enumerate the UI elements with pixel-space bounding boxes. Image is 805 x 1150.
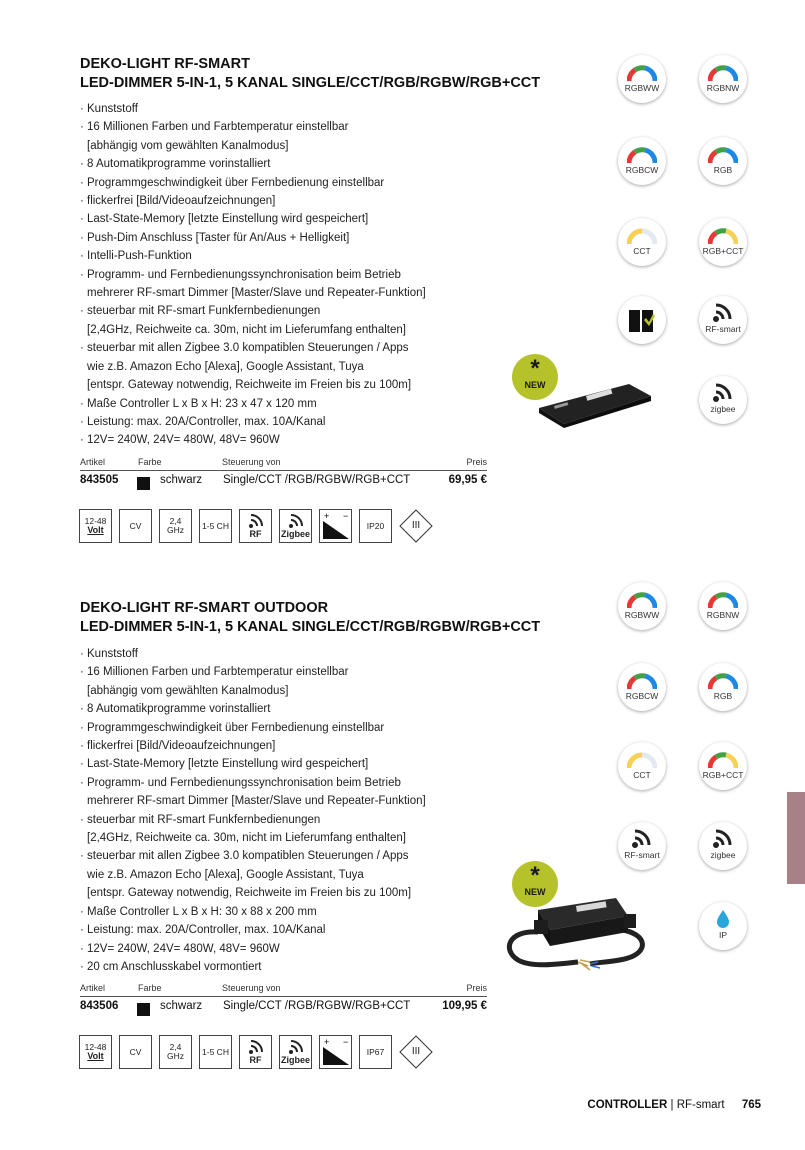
ip-label: IP67 <box>366 1046 385 1057</box>
feature-item: · 8 Automatikprogramme vorinstalliert <box>80 155 426 173</box>
cv-label: CV <box>129 1046 142 1057</box>
feature-item: · Last-State-Memory [letzte Einstellung wird gespeichert] <box>80 755 426 773</box>
protection-class-icon <box>399 1035 433 1069</box>
svg-text:+: + <box>323 511 329 521</box>
feature-item: · Maße Controller L x B x H: 30 x 88 x 200 mm <box>80 903 426 921</box>
frequency-value: 2,4 <box>169 516 182 526</box>
star-icon: * <box>530 355 540 382</box>
cell-steuerung: Single/CCT /RGB/RGBW/RGB+CCT <box>223 1000 411 1012</box>
badge-rgb <box>699 663 747 711</box>
zigbee-label: Zigbee <box>280 1054 310 1065</box>
star-icon: * <box>530 862 540 889</box>
ip-rating-icon <box>359 1035 392 1069</box>
rf-icon <box>239 509 272 543</box>
protection-class-icon <box>399 509 433 543</box>
voltage-range: 12-48 <box>84 516 107 526</box>
cell-farbe: schwarz <box>160 1000 203 1012</box>
badge-rf-smart <box>618 822 666 870</box>
badge-ip <box>699 902 747 950</box>
ip-label: IP20 <box>366 520 385 531</box>
table-row <box>80 474 487 492</box>
channel-icon <box>199 1035 232 1069</box>
cv-icon <box>119 509 152 543</box>
new-label: NEW <box>524 380 546 390</box>
cell-preis: 109,95 € <box>442 1000 487 1012</box>
col-artikel: Artikel <box>80 457 106 467</box>
badge-label: RGB <box>713 165 733 175</box>
feature-list-2 <box>80 645 426 976</box>
feature-item: · 16 Millionen Farben und Farbtemperatur einstellbar [abhängig vom gewählten Kanalmodus] <box>80 663 426 700</box>
footer-category: CONTROLLER <box>587 1099 668 1111</box>
title-line-1: DEKO-LIGHT RF-SMART OUTDOOR <box>80 600 329 616</box>
product-title-1 <box>80 55 540 93</box>
frequency-icon <box>159 509 192 543</box>
col-steuerung: Steuerung von <box>222 457 281 467</box>
badge-cct <box>618 218 666 266</box>
badge-label: RGB <box>713 691 733 701</box>
product-title-2 <box>80 599 540 637</box>
new-label: NEW <box>524 887 546 897</box>
col-farbe: Farbe <box>138 983 162 993</box>
feature-item: · 12V= 240W, 24V= 480W, 48V= 960W <box>80 431 426 449</box>
svg-text:−: − <box>342 1037 348 1047</box>
voltage-label: Volt <box>87 1051 104 1061</box>
badge-rgbnw <box>699 55 747 103</box>
badge-label: zigbee <box>710 404 736 414</box>
feature-item: · 16 Millionen Farben und Farbtemperatur einstellbar [abhängig vom gewählten Kanalmodus] <box>80 118 426 155</box>
badge-rgbww <box>618 582 666 630</box>
product-image-2 <box>498 890 658 972</box>
cell-farbe: schwarz <box>160 474 203 486</box>
feature-item: · flickerfrei [Bild/Videoaufzeichnungen] <box>80 737 426 755</box>
footer-separator: | <box>670 1099 674 1111</box>
class-label: III <box>411 1046 421 1057</box>
badge-label: RGBCW <box>625 691 659 701</box>
frequency-value: 2,4 <box>169 1042 182 1052</box>
feature-item: · steuerbar mit allen Zigbee 3.0 kompatiblen Steuerungen / Apps wie z.B. Amazon Echo [Alexa], Google Assistant, Tuya [entspr. Gateway notwendig, Reichweite im Freien bis zu 100m] <box>80 847 426 902</box>
col-preis: Preis <box>466 983 487 993</box>
feature-item: · Maße Controller L x B x H: 23 x 47 x 120 mm <box>80 395 426 413</box>
badge-zigbee <box>699 376 747 424</box>
col-preis: Preis <box>466 457 487 467</box>
svg-text:−: − <box>342 511 348 521</box>
badge-label: RGBNW <box>706 610 740 620</box>
class-label: III <box>411 520 421 531</box>
col-farbe: Farbe <box>138 457 162 467</box>
color-swatch <box>137 477 150 490</box>
voltage-range: 12-48 <box>84 1042 107 1052</box>
feature-item: · Last-State-Memory [letzte Einstellung wird gespeichert] <box>80 210 426 228</box>
title-line-2: LED-DIMMER 5-IN-1, 5 KANAL SINGLE/CCT/RGB/RGBW/RGB+CCT <box>80 619 541 635</box>
frequency-unit: GHz <box>167 525 184 535</box>
rf-label: RF <box>249 528 262 539</box>
feature-item: · Programmgeschwindigkeit über Fernbedienung einstellbar <box>80 174 426 192</box>
frequency-icon <box>159 1035 192 1069</box>
badge-rgbcw <box>618 137 666 185</box>
voltage-icon <box>79 509 112 543</box>
zigbee-label: Zigbee <box>280 528 310 539</box>
badge-rgbnw <box>699 582 747 630</box>
badge-label: RGB+CCT <box>702 246 744 256</box>
table-divider <box>80 470 487 471</box>
feature-item: · 8 Automatikprogramme vorinstalliert <box>80 700 426 718</box>
pushdim-icon <box>618 296 666 344</box>
feature-item: · 20 cm Anschlusskabel vormontiert <box>80 958 426 976</box>
cell-preis: 69,95 € <box>448 474 487 486</box>
frequency-unit: GHz <box>167 1051 184 1061</box>
table-header-1 <box>80 457 487 471</box>
badge-label: RGBWW <box>624 610 660 620</box>
table-divider <box>80 996 487 997</box>
feature-item: · Kunststoff <box>80 645 426 663</box>
channel-icon <box>199 509 232 543</box>
badge-cct <box>618 742 666 790</box>
rf-label: RF <box>249 1054 262 1065</box>
feature-item: · Kunststoff <box>80 100 426 118</box>
feature-item: · steuerbar mit RF-smart Funkfernbedienungen [2,4GHz, Reichweite ca. 30m, nicht im Lieferumfang enthalten] <box>80 302 426 339</box>
badge-rf-smart <box>699 296 747 344</box>
badge-label: IP <box>718 930 728 940</box>
table-header-2 <box>80 983 487 997</box>
title-line-1: DEKO-LIGHT RF-SMART <box>80 56 250 72</box>
feature-item: · Push-Dim Anschluss [Taster für An/Aus + Helligkeit] <box>80 229 426 247</box>
cell-artikel: 843506 <box>80 1000 119 1012</box>
cell-artikel: 843505 <box>80 474 119 486</box>
badge-rgbww <box>618 55 666 103</box>
feature-item: · Programmgeschwindigkeit über Fernbedienung einstellbar <box>80 719 426 737</box>
rf-icon <box>239 1035 272 1069</box>
dimmable-icon <box>319 1035 352 1069</box>
cv-label: CV <box>129 520 142 531</box>
feature-item: · flickerfrei [Bild/Videoaufzeichnungen] <box>80 192 426 210</box>
feature-list-1 <box>80 100 426 450</box>
badge-rgbcw <box>618 663 666 711</box>
table-row <box>80 1000 487 1018</box>
feature-item: · Leistung: max. 20A/Controller, max. 10A/Kanal <box>80 921 426 939</box>
badge-label: RGBNW <box>706 83 740 93</box>
footer-subcategory: RF-smart <box>676 1099 725 1111</box>
color-swatch <box>137 1003 150 1016</box>
feature-item: · Leistung: max. 20A/Controller, max. 10A/Kanal <box>80 413 426 431</box>
channel-label: 1-5 CH <box>202 1046 229 1057</box>
page-number: 765 <box>741 1099 761 1111</box>
feature-item: · Programm- und Fernbedienungssynchronisation beim Betrieb mehrerer RF-smart Dimmer [Master/Slave und Repeater-Funktion] <box>80 774 426 811</box>
cell-steuerung: Single/CCT /RGB/RGBW/RGB+CCT <box>223 474 411 486</box>
feature-item: · Programm- und Fernbedienungssynchronisation beim Betrieb mehrerer RF-smart Dimmer [Master/Slave und Repeater-Funktion] <box>80 266 426 303</box>
product-image-1 <box>534 378 654 428</box>
badge-zigbee <box>699 822 747 870</box>
badge-label: CCT <box>633 770 651 780</box>
badge-rgb <box>699 137 747 185</box>
badge-label: RGBCW <box>625 165 659 175</box>
badge-label: RGBWW <box>624 83 660 93</box>
badge-label: RGB+CCT <box>702 770 744 780</box>
dimmable-icon <box>319 509 352 543</box>
badge-rgb-cct <box>699 218 747 266</box>
chapter-tab <box>787 792 805 884</box>
zigbee-icon <box>279 509 312 543</box>
channel-label: 1-5 CH <box>202 520 229 531</box>
badge-label: zigbee <box>710 850 736 860</box>
title-line-2: LED-DIMMER 5-IN-1, 5 KANAL SINGLE/CCT/RGB/RGBW/RGB+CCT <box>80 75 541 91</box>
badge-label: RF-smart <box>705 324 741 334</box>
feature-item: · 12V= 240W, 24V= 480W, 48V= 960W <box>80 940 426 958</box>
ip-rating-icon <box>359 509 392 543</box>
col-steuerung: Steuerung von <box>222 983 281 993</box>
cv-icon <box>119 1035 152 1069</box>
feature-item: · steuerbar mit allen Zigbee 3.0 kompatiblen Steuerungen / Apps wie z.B. Amazon Echo [Alexa], Google Assistant, Tuya [entspr. Gateway notwendig, Reichweite im Freien bis zu 100m] <box>80 339 426 394</box>
badge-label: CCT <box>633 246 651 256</box>
voltage-icon <box>79 1035 112 1069</box>
svg-text:+: + <box>323 1037 329 1047</box>
page-footer <box>587 1099 761 1111</box>
feature-item: · Intelli-Push-Funktion <box>80 247 426 265</box>
feature-item: · steuerbar mit RF-smart Funkfernbedienungen [2,4GHz, Reichweite ca. 30m, nicht im Lieferumfang enthalten] <box>80 811 426 848</box>
badge-label: RF-smart <box>624 850 660 860</box>
voltage-label: Volt <box>87 525 104 535</box>
zigbee-icon <box>279 1035 312 1069</box>
col-artikel: Artikel <box>80 983 106 993</box>
badge-rgb-cct <box>699 742 747 790</box>
